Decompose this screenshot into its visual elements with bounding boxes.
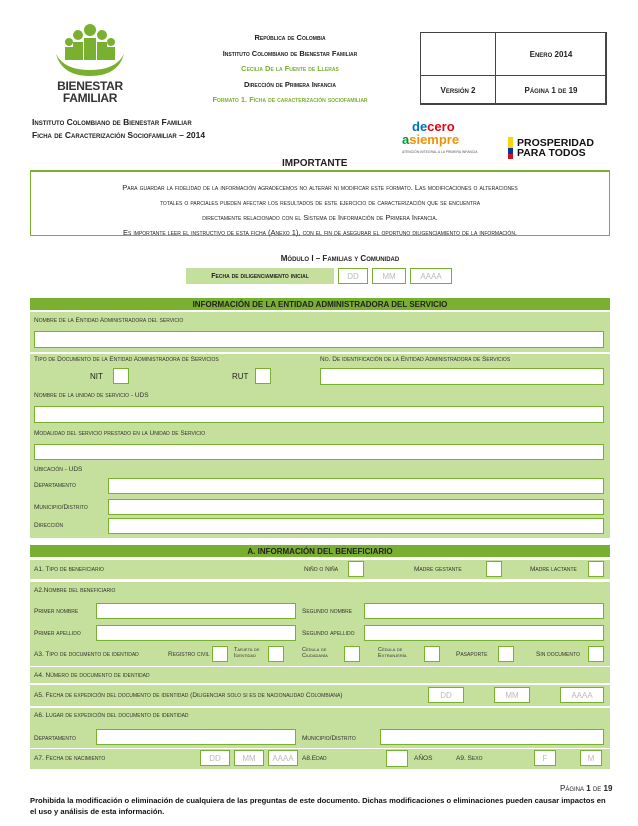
formato-text: Formato 1. Ficha de caracterización sociofamiliar xyxy=(212,95,368,104)
a7-label: A7. Fecha de nacimiento xyxy=(34,755,106,762)
rut-label: RUT xyxy=(232,372,249,381)
a5-mm-input[interactable]: MM xyxy=(494,687,530,703)
header-info-table xyxy=(420,32,606,104)
organization-block xyxy=(32,116,205,142)
a1-label: A1. Tipo de beneficiario xyxy=(34,566,104,573)
republica-text: República de Colombia xyxy=(254,33,326,42)
header-version-cell xyxy=(420,75,496,105)
modalidad-label: Modalidad del servicio prestado en la Unidad de Servicio xyxy=(34,430,206,437)
cedula-ciudadania-checkbox[interactable] xyxy=(344,646,360,662)
nombre-unidad-input[interactable] xyxy=(34,406,604,423)
sexo-f-checkbox[interactable]: F xyxy=(534,750,556,766)
cedula-extranjeria-checkbox[interactable] xyxy=(424,646,440,662)
notice-line1: Para guardar la fidelidad de la información agradecemos no alterar ni modificar este formato. Las modificaciones o alteraciones xyxy=(122,183,518,192)
tarjeta-identidad-label xyxy=(234,647,259,659)
header-version: Versión 2 xyxy=(440,85,476,95)
registro-civil-checkbox[interactable] xyxy=(212,646,228,662)
a7-aaaa-input[interactable]: AAAA xyxy=(268,750,298,766)
beneficiario-section-header: A. INFORMACIÓN DEL BENEFICIARIO xyxy=(30,545,610,557)
prosperidad-line1: PROSPERIDAD xyxy=(517,137,595,149)
nit-label: NIT xyxy=(90,372,103,381)
segundo-apellido-input[interactable] xyxy=(364,625,604,641)
tipo-documento-entidad-label: Tipo de Documento de la Entidad Administradora de Servicios xyxy=(34,356,219,363)
header-date: Enero 2014 xyxy=(529,49,573,59)
header-page: Página 1 de 19 xyxy=(524,85,578,95)
a5-aaaa-input[interactable]: AAAA xyxy=(560,687,604,703)
header-titles xyxy=(170,30,410,108)
a7-mm-input[interactable]: MM xyxy=(234,750,264,766)
rut-checkbox[interactable] xyxy=(255,368,271,384)
cedula-extranjeria-label xyxy=(378,647,407,659)
a6-departamento-label: Departamento xyxy=(34,735,76,742)
modalidad-input[interactable] xyxy=(34,444,604,460)
a8-label: A8.Edad xyxy=(302,755,327,762)
decero-tagline: ATENCIÓN INTEGRAL A LA PRIMERA INFANCIA xyxy=(402,150,478,154)
decero-siempre: siempre xyxy=(409,132,460,147)
de-cero-a-siempre-logo xyxy=(398,120,500,160)
a6-departamento-input[interactable] xyxy=(96,729,296,745)
notice-line2: totales o parciales pueden afectar los resultados de este ejercicio de caracterización que se encuentra xyxy=(159,198,481,207)
direccion-input[interactable] xyxy=(108,518,604,534)
cedula-c-line2: Ciudadanía xyxy=(302,653,328,659)
module-title: Módulo I – Familias y Comunidad xyxy=(280,254,400,263)
fecha-diligenciamiento-label: Fecha de diligenciamiento inicial xyxy=(186,268,334,284)
sexo-m-checkbox[interactable]: M xyxy=(580,750,602,766)
decero-de: de xyxy=(412,119,428,134)
no-identificacion-entidad-input[interactable] xyxy=(320,368,604,385)
primer-apellido-label: Primer apellido xyxy=(34,630,81,637)
footer-pagina-word: Página xyxy=(560,784,585,793)
a5-label: A5. Fecha de expedición del documento de identidad (Diligenciar solo si es de nacionalidad Colombiana) xyxy=(34,692,343,699)
cedula-c-line1: Cédula de xyxy=(302,647,327,653)
a2-label: A2.Nombre del beneficiario xyxy=(34,587,116,594)
primer-apellido-input[interactable] xyxy=(96,625,296,641)
segundo-nombre-label: Segundo nombre xyxy=(302,608,353,615)
footer-page-num: 1 xyxy=(586,784,591,793)
notice-line4: Es importante leer el instructivo de esta ficha (Anexo 1), con el fin de asegurar el oportuno diligenciamiento de la información. xyxy=(122,228,518,237)
a3-label: A3. Tipo de documento de identidad xyxy=(34,651,139,658)
cecilia-text: Cecilia De la Fuente de Lleras xyxy=(241,64,339,73)
importante-notice xyxy=(30,170,610,236)
a8-edad-input[interactable] xyxy=(386,750,408,767)
pasaporte-label: Pasaporte xyxy=(456,651,488,658)
a6-municipio-input[interactable] xyxy=(380,729,604,745)
footer-page-number xyxy=(560,784,612,793)
header-date-cell xyxy=(495,32,607,76)
prosperidad-logo xyxy=(508,136,608,160)
tarjeta-line2: Identidad xyxy=(234,653,256,659)
importante-title: IMPORTANTE xyxy=(282,158,348,169)
pasaporte-checkbox[interactable] xyxy=(498,646,514,662)
tarjeta-line1: Tarjeta de xyxy=(234,647,260,653)
nombre-unidad-label: Nombre de la unidad de servicio - UDS xyxy=(34,392,149,399)
colombia-flag-icon xyxy=(508,137,513,159)
fecha-aaaa-input[interactable]: AAAA xyxy=(410,268,452,284)
footer-de: de xyxy=(592,784,602,793)
cedula-e-line2: Extranjería xyxy=(378,653,407,659)
nino-checkbox[interactable] xyxy=(348,561,364,577)
a4-label: A4. Número de documento de identidad xyxy=(34,672,150,679)
org-line2: Ficha de Caracterización Sociofamiliar – 2014 xyxy=(32,130,206,140)
segundo-apellido-label: Segundo apellido xyxy=(302,630,355,637)
direccion-label: Dirección xyxy=(34,522,64,529)
decero-cero: cero xyxy=(427,119,455,134)
a5-dd-input[interactable]: DD xyxy=(428,687,464,703)
ubicacion-label: Ubicación - UDS xyxy=(34,466,83,473)
madre-gestante-label: Madre gestante xyxy=(414,566,462,573)
logo-text-line1: BIENESTAR xyxy=(57,79,123,93)
cedula-ciudadania-label xyxy=(302,647,328,659)
decero-a: a xyxy=(402,132,410,147)
municipio-label: Municipio/Distrito xyxy=(34,504,88,511)
madre-gestante-checkbox[interactable] xyxy=(486,561,502,577)
nit-checkbox[interactable] xyxy=(113,368,129,384)
fecha-dd-input[interactable]: DD xyxy=(338,268,368,284)
footer-note: Prohibida la modificación o eliminación de cualquiera de las preguntas de este documento. Dichas modificaciones o eliminaciones pueden causar impactos en el uso y análisis de esta información. xyxy=(30,796,606,816)
footer-total: 19 xyxy=(603,784,613,793)
cedula-e-line1: Cédula de xyxy=(378,647,403,653)
departamento-label: Departamento xyxy=(34,482,76,489)
sin-documento-checkbox[interactable] xyxy=(588,646,604,662)
nombre-entidad-input[interactable] xyxy=(34,331,604,348)
header-page-cell xyxy=(495,75,607,105)
registro-civil-label: Registro civil xyxy=(168,651,210,658)
entidad-section-header: INFORMACIÓN DE LA ENTIDAD ADMINISTRADORA DEL SERVICIO xyxy=(30,298,610,310)
no-identificacion-entidad-label: No. De identificación de la Entidad Administradora de Servicios xyxy=(320,356,511,363)
departamento-input[interactable] xyxy=(108,478,604,494)
municipio-input[interactable] xyxy=(108,499,604,515)
primer-nombre-label: Primer nombre xyxy=(34,608,79,615)
primer-nombre-input[interactable] xyxy=(96,603,296,619)
logo-text-line2: FAMILIAR xyxy=(62,91,118,105)
a7-dd-input[interactable]: DD xyxy=(200,750,230,766)
instituto-text: Instituto Colombiano de Bienestar Familiar xyxy=(222,48,358,58)
fecha-mm-input[interactable]: MM xyxy=(372,268,406,284)
a6-municipio-label: Municipio/Distrito xyxy=(302,735,356,742)
notice-line3: directamente relacionado con el Sistema de Información de Primera Infancia. xyxy=(202,213,438,222)
tarjeta-identidad-checkbox[interactable] xyxy=(268,646,284,662)
org-line1: Instituto Colombiano de Bienestar Familiar xyxy=(32,117,192,127)
family-icon xyxy=(52,20,128,80)
anos-label: AÑOS xyxy=(414,755,433,762)
sin-documento-label: Sin documento xyxy=(536,651,580,658)
prosperidad-line2: PARA TODOS xyxy=(517,147,586,159)
bienestar-familiar-logo xyxy=(52,20,128,106)
direccion-text: Dirección de Primera Infancia xyxy=(243,79,337,89)
header-blank-cell xyxy=(420,32,496,76)
a9-label: A9. Sexo xyxy=(456,755,483,762)
madre-lactante-label: Madre lactante xyxy=(530,566,577,573)
segundo-nombre-input[interactable] xyxy=(364,603,604,619)
madre-lactante-checkbox[interactable] xyxy=(588,561,604,577)
a6-label: A6. Lugar de expedición del documento de identidad xyxy=(34,712,189,719)
nino-label: Niño o Niña xyxy=(304,566,339,573)
nombre-entidad-label: Nombre de la Entidad Administradora del servicio xyxy=(34,317,184,324)
